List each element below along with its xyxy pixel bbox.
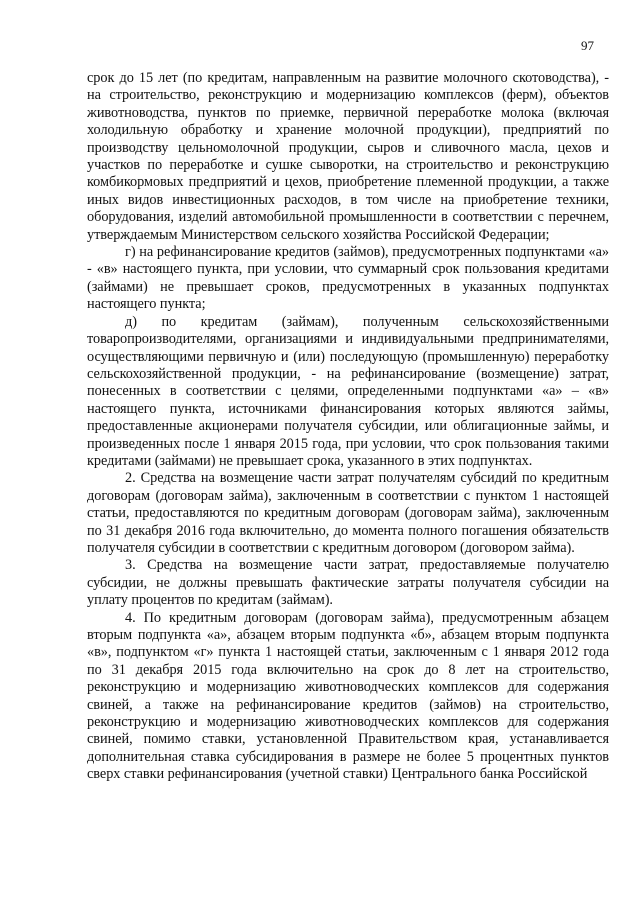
paragraph-4: 2. Средства на возмещение части затрат получателям субсидий по кредитным договорам (договорам займа), заключенным в соответствии с пунктом 1 настоящей статьи, предоставляются по кредитным договорам (договорам займа), заключенным по 31 декабря 2016 года включительно, до момента полного погашения обязательств получателя субсидии в соответствии с кредитным договором (договором займа). <box>87 470 609 556</box>
paragraph-6: 4. По кредитным договорам (договорам займа), предусмотренным абзацем вторым подпункта «а», абзацем вторым подпункта «б», абзацем вторым подпункта «в», подпунктом «г» пункта 1 настоящей статьи, заключенным с 1 января 2012 года по 31 декабря 2015 года включительно на срок до 8 лет на строительство, реконструкцию и модернизацию животноводческих комплексов для содержания свиней, а также на рефинансирование кредитов (займов) на строительство, реконструкцию и модернизацию животноводческих комплексов для содержания свиней, помимо ставки, установленной Правительством края, устанавливается дополнительная ставка субсидирования в размере не более 5 процентных пунктов сверх ставки рефинансирования (учетной ставки) Центрального банка Российской <box>87 609 609 783</box>
document-body <box>87 70 609 784</box>
paragraph-2: г) на рефинансирование кредитов (займов), предусмотренных подпунктами «а» - «в» настоящего пункта, при условии, что суммарный срок пользования кредитами (займами) не превышает сроков, предусмотренных в указанных подпунктах настоящего пункта; <box>87 244 609 313</box>
page-number: 97 <box>581 38 594 53</box>
paragraph-5: 3. Средства на возмещение части затрат, предоставляемые получателю субсидии, не должны превышать фактические затраты получателя субсидии на уплату процентов по кредитам (займам). <box>87 557 609 609</box>
paragraph-3: д) по кредитам (займам), полученным сельскохозяйственными товаропроизводителями, организациями и индивидуальными предпринимателями, осуществляющими первичную и (или) последующую (промышленную) переработку сельскохозяйственной продукции, - на рефинансирование (возмещение) затрат, понесенных в соответствии с целями, определенными подпунктами «а» – «в» настоящего пункта, источниками финансирования которых являются займы, предоставленные акционерами получателя субсидии, или облигационные займы, и произведенных после 1 января 2015 года, при условии, что срок пользования такими кредитами (займами) не превышает срока, указанного в этих подпунктах. <box>87 313 609 469</box>
paragraph-1: срок до 15 лет (по кредитам, направленным на развитие молочного скотоводства), - на строительство, реконструкцию и модернизацию комплексов (ферм), объектов животноводства, пунктов по приемке, первичной переработке молока (включая холодильную обработку и хранение молочной продукции), предприятий по производству цельномолочной продукции, сыров и сливочного масла, цехов и участков по переработке и сушке сыворотки, на строительство и реконструкцию комбикормовых предприятий и цехов, приобретение племенной продукции, а также иных видов инвестиционных расходов, в том числе на приобретение техники, оборудования, изделий автомобильной промышленности в соответствии с перечнем, утверждаемым Министерством сельского хозяйства Российской Федерации; <box>87 70 609 243</box>
